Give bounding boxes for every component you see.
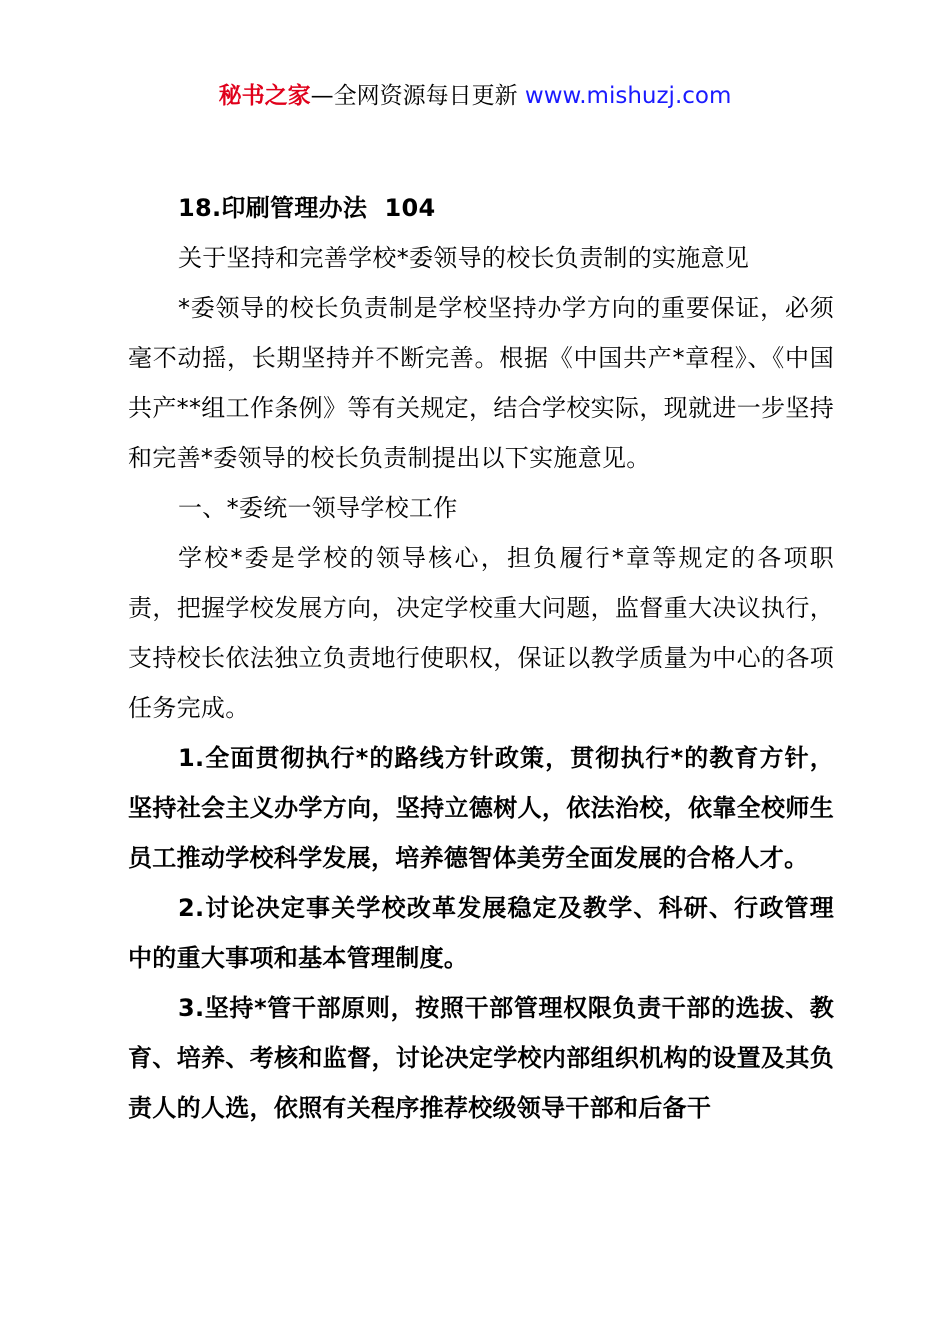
section-heading: 一、*委统一领导学校工作 (178, 494, 458, 522)
list-item-2: 2.讨论决定事关学校改革发展稳定及教学、科研、行政管理中的重大事项和基本管理制度。 (128, 894, 834, 972)
site-tagline: —全网资源每日更新 (310, 83, 518, 109)
document-title: 关于坚持和完善学校*委领导的校长负责制的实施意见 (178, 244, 750, 272)
list-item-1: 1.全面贯彻执行*的路线方针政策，贯彻执行*的教育方针，坚持社会主义办学方向，坚持立德树人，依法治校，依靠全校师生员工推动学校科学发展，培养德智体美劳全面发展的合格人才。 (128, 744, 834, 872)
toc-entry: 18.印刷管理办法 104 (178, 194, 436, 222)
intro-paragraph: *委领导的校长负责制是学校坚持办学方向的重要保证，必须毫不动摇，长期坚持并不断完善。根据《中国共产*章程》、《中国共产**组工作条例》等有关规定，结合学校实际，现就进一步坚持和完善*委领导的校长负责制提出以下实施意见。 (128, 294, 834, 472)
section-paragraph: 学校*委是学校的领导核心，担负履行*章等规定的各项职责，把握学校发展方向，决定学校重大问题，监督重大决议执行，支持校长依法独立负责地行使职权，保证以教学质量为中心的各项任务完成。 (128, 544, 834, 722)
site-url-link[interactable]: www.mishuzj.com (524, 83, 732, 109)
site-header (0, 80, 950, 112)
document-body (128, 183, 834, 1133)
list-item-3: 3.坚持*管干部原则，按照干部管理权限负责干部的选拔、教育、培养、考核和监督，讨论决定学校内部组织机构的设置及其负责人的人选，依照有关程序推荐校级领导干部和后备干 (128, 994, 834, 1122)
site-brand: 秘书之家 (218, 83, 311, 109)
